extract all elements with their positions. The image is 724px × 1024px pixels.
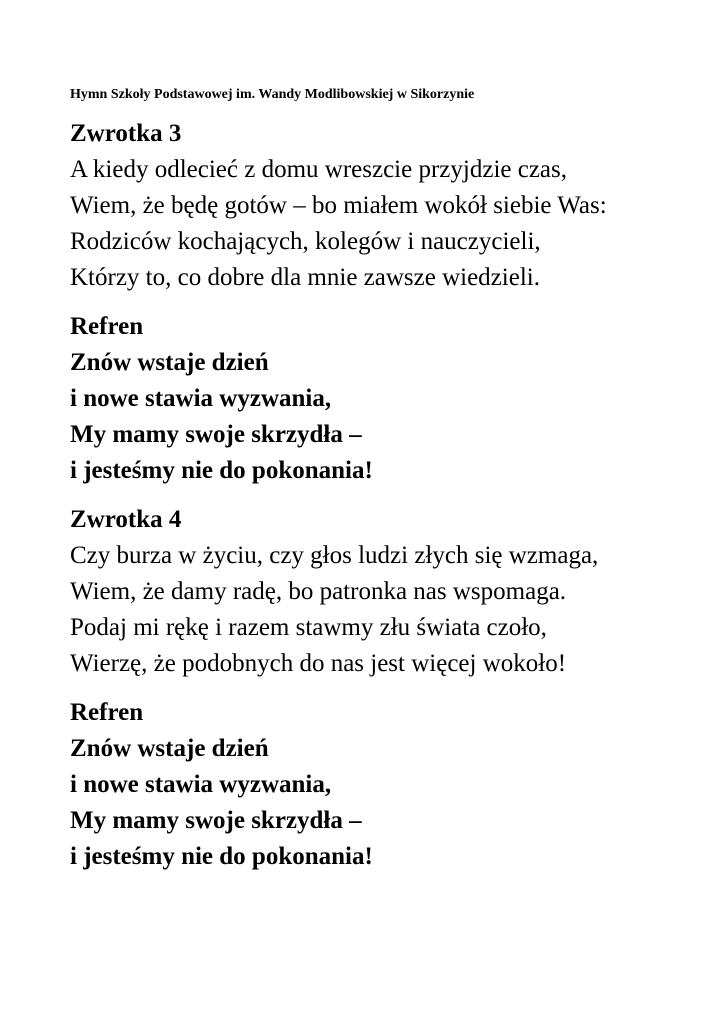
chorus-line: i jesteśmy nie do pokonania! (70, 843, 373, 870)
document-page (70, 86, 710, 888)
section-heading: Refren (70, 313, 144, 340)
chorus-line: Znów wstaje dzień (70, 349, 269, 376)
verse-line: Którzy to, co dobre dla mnie zawsze wiedzieli. (70, 264, 540, 291)
section-zwrotka-4 (70, 502, 710, 682)
chorus-line: My mamy swoje skrzydła – (70, 807, 362, 834)
chorus-line: My mamy swoje skrzydła – (70, 421, 362, 448)
chorus-line: Znów wstaje dzień (70, 735, 269, 762)
document-title: Hymn Szkoły Podstawowej im. Wandy Modlibowskiej w Sikorzynie (70, 87, 475, 102)
section-heading: Zwrotka 3 (70, 120, 182, 147)
verse-line: Rodziców kochających, kolegów i nauczycieli, (70, 228, 541, 255)
verse-line: Wierzę, że podobnych do nas jest więcej wokoło! (70, 650, 567, 677)
section-refren-2 (70, 695, 710, 875)
chorus-line: i jesteśmy nie do pokonania! (70, 457, 373, 484)
section-zwrotka-3 (70, 116, 710, 296)
verse-line: Podaj mi rękę i razem stawmy złu świata czoło, (70, 614, 547, 641)
chorus-line: i nowe stawia wyzwania, (70, 385, 332, 412)
verse-line: A kiedy odlecieć z domu wreszcie przyjdzie czas, (70, 156, 567, 183)
section-heading: Refren (70, 699, 144, 726)
verse-line: Wiem, że damy radę, bo patronka nas wspomaga. (70, 578, 567, 605)
verse-line: Czy burza w życiu, czy głos ludzi złych się wzmaga, (70, 542, 599, 569)
section-heading: Zwrotka 4 (70, 506, 182, 533)
verse-line: Wiem, że będę gotów – bo miałem wokół siebie Was: (70, 192, 607, 219)
section-refren-1 (70, 309, 710, 489)
chorus-line: i nowe stawia wyzwania, (70, 771, 332, 798)
